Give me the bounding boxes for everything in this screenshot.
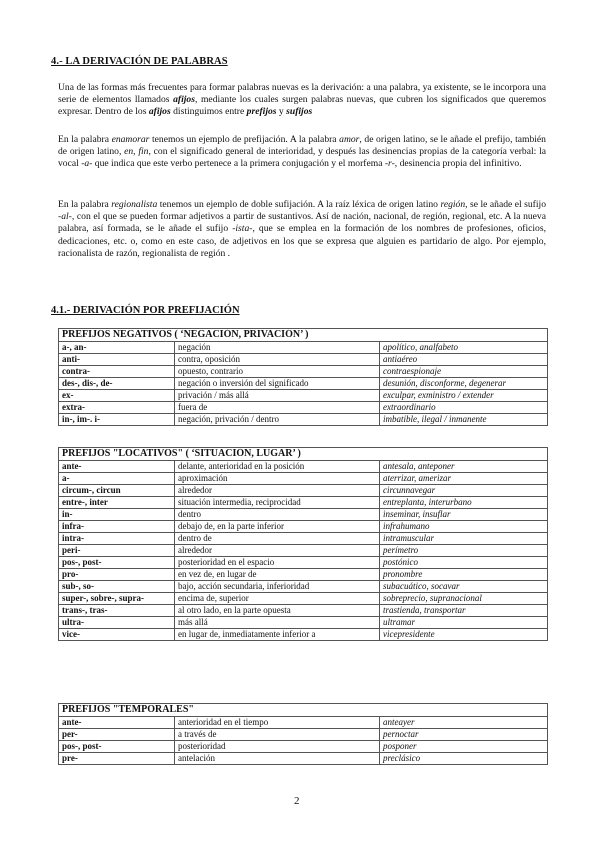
meaning-cell: más allá xyxy=(175,617,380,629)
term-afijos: afijos xyxy=(173,94,195,106)
text-run: En la palabra xyxy=(58,134,112,145)
prefix-cell: ex- xyxy=(59,390,175,402)
text-run: distinguimos entre xyxy=(170,106,247,118)
table-header: PREFIJOS "LOCATIVOS" ( ‘SITUACIÓN, LUGAR’ ) xyxy=(59,448,548,461)
term-amor: amor xyxy=(339,134,360,145)
term-en: en, fin xyxy=(124,146,149,158)
example-cell: anteayer xyxy=(380,717,548,729)
table-row xyxy=(59,485,548,497)
example-cell: imbatible, ilegal / inmanente xyxy=(380,414,548,426)
meaning-cell: en vez de, en lugar de xyxy=(175,569,380,581)
table-row xyxy=(59,366,548,378)
table-row xyxy=(59,741,548,753)
example-cell: trastienda, transportar xyxy=(380,605,548,617)
meaning-cell: negación, privación / dentro xyxy=(175,414,380,426)
example-cell: circunnavegar xyxy=(380,485,548,497)
example-cell: perímetro xyxy=(380,545,548,557)
table-row xyxy=(59,509,548,521)
meaning-cell: negación xyxy=(175,342,380,354)
term-enamorar: enamorar xyxy=(111,134,150,145)
table-row xyxy=(59,717,548,729)
meaning-cell: posterioridad en el espacio xyxy=(175,557,380,569)
example-cell: infrahumano xyxy=(380,521,548,533)
text-run: , mediante los cuales surgen palabras nuevas, que cubren los significados que queremos expresar. Dentro de los xyxy=(58,94,546,118)
example-cell: pernoctar xyxy=(380,729,548,741)
table-prefijos-negativos xyxy=(58,328,548,426)
prefix-cell: sub-, so- xyxy=(59,581,175,593)
table-header-row xyxy=(59,704,548,717)
example-cell: intramuscular xyxy=(380,533,548,545)
meaning-cell: negación o inversión del significado xyxy=(175,378,380,390)
example-cell: contraespionaje xyxy=(380,366,548,378)
example-cell: postónico xyxy=(380,557,548,569)
meaning-cell: en lugar de, inmediatamente inferior a xyxy=(175,629,380,641)
prefix-cell: ante- xyxy=(59,461,175,473)
text-run: y xyxy=(276,106,287,118)
subsection-title: 4.1.- DERIVACIÓN POR PREFIJACIÓN xyxy=(51,305,240,316)
table-prefijos-locativos xyxy=(58,447,548,641)
table-row xyxy=(59,629,548,641)
table-header: PREFIJOS NEGATIVOS ( ‘NEGACIÓN, PRIVACIÓN’ ) xyxy=(59,329,548,342)
table-header-row xyxy=(59,448,548,461)
meaning-cell: aproximación xyxy=(175,473,380,485)
text-run: , con el que se pueden formar adjetivos a partir de sustantivos. Así de nación, nacional, de región, regional, etc. A la nueva palabra, así formada, se le añade el sufijo xyxy=(58,211,546,235)
table-row xyxy=(59,414,548,426)
table-row xyxy=(59,461,548,473)
example-cell: ultramar xyxy=(380,617,548,629)
example-cell: desunión, disconforme, degenerar xyxy=(380,378,548,390)
text-run: , con el significado general de interioridad, y después las desinencias propias de la categoría verbal: la vocal xyxy=(58,146,546,170)
text-run: tenemos un ejemplo de prefijación. A la palabra xyxy=(149,134,340,145)
table-row xyxy=(59,593,548,605)
example-cell: antiaéreo xyxy=(380,354,548,366)
example-cell: vicepresidente xyxy=(380,629,548,641)
example-cell: sobreprecio, supranacional xyxy=(380,593,548,605)
example-cell: apolítico, analfabeto xyxy=(380,342,548,354)
meaning-cell: privación / más allá xyxy=(175,390,380,402)
page-number: 2 xyxy=(294,795,300,807)
table-row xyxy=(59,521,548,533)
example-cell: posponer xyxy=(380,741,548,753)
example-cell: subacuático, socavar xyxy=(380,581,548,593)
table-row xyxy=(59,402,548,414)
paragraph-derivacion xyxy=(58,82,546,119)
term-r: -r- xyxy=(384,158,395,170)
prefix-cell: intra- xyxy=(59,533,175,545)
term-region: región xyxy=(440,199,466,210)
text-run: Una de las formas más frecuentes para formar palabras nuevas es la derivación: a una palabra, ya existente, se le incorpora una serie de elementos llamados xyxy=(58,82,546,106)
paragraph-sufijacion xyxy=(58,199,546,260)
example-cell: antesala, anteponer xyxy=(380,461,548,473)
prefix-cell: a-, an- xyxy=(59,342,175,354)
meaning-cell: bajo, acción secundaria, inferioridad xyxy=(175,581,380,593)
table-row xyxy=(59,378,548,390)
table-row xyxy=(59,545,548,557)
meaning-cell: anterioridad en el tiempo xyxy=(175,717,380,729)
text-run: En la palabra xyxy=(58,199,112,210)
table-row xyxy=(59,569,548,581)
table-row xyxy=(59,605,548,617)
meaning-cell: alrededor xyxy=(175,485,380,497)
meaning-cell: dentro de xyxy=(175,533,380,545)
meaning-cell: dentro xyxy=(175,509,380,521)
prefix-cell: ultra- xyxy=(59,617,175,629)
example-cell: inseminar, insuflar xyxy=(380,509,548,521)
table-header-row xyxy=(59,329,548,342)
prefix-cell: pos-, post- xyxy=(59,557,175,569)
text-run: tenemos un ejemplo de doble sufijación. A la raíz léxica de origen latino xyxy=(157,199,441,210)
prefix-cell: super-, sobre-, supra- xyxy=(59,593,175,605)
table-row xyxy=(59,354,548,366)
table-row xyxy=(59,617,548,629)
table-row xyxy=(59,533,548,545)
table-row xyxy=(59,390,548,402)
prefix-cell: in- xyxy=(59,509,175,521)
meaning-cell: posterioridad xyxy=(175,741,380,753)
prefix-cell: contra- xyxy=(59,366,175,378)
section-title: 4.- LA DERIVACIÓN DE PALABRAS xyxy=(51,56,228,67)
term-a: -a- xyxy=(81,158,93,170)
meaning-cell: fuera de xyxy=(175,402,380,414)
term-ista: -ista- xyxy=(232,223,253,235)
example-cell: aterrizar, amerizar xyxy=(380,473,548,485)
prefix-cell: pre- xyxy=(59,753,175,765)
meaning-cell: encima de, superior xyxy=(175,593,380,605)
meaning-cell: debajo de, en la parte inferior xyxy=(175,521,380,533)
meaning-cell: contra, oposición xyxy=(175,354,380,366)
table-row xyxy=(59,342,548,354)
table-row xyxy=(59,557,548,569)
prefix-cell: entre-, inter xyxy=(59,497,175,509)
prefix-cell: pro- xyxy=(59,569,175,581)
prefix-cell: des-, dis-, de- xyxy=(59,378,175,390)
table-header: PREFIJOS "TEMPORALES" xyxy=(59,704,548,717)
table-row xyxy=(59,497,548,509)
prefix-cell: ante- xyxy=(59,717,175,729)
text-run: , que se emplea en la formación de los nombres de profesiones, oficios, dedicaciones, etc. o, como en este caso, de adjetivos en los que se expresa que alguien es partidario de algo. Por ejemplo, racionalista de razón, regionalista de región . xyxy=(58,223,546,259)
example-cell: entreplanta, interurbano xyxy=(380,497,548,509)
text-run: , de origen latino, se le añade el prefijo, también de origen latino, xyxy=(58,134,546,158)
term-regionalista: regionalista xyxy=(111,199,158,210)
prefix-cell: anti- xyxy=(59,354,175,366)
meaning-cell: alrededor xyxy=(175,545,380,557)
meaning-cell: al otro lado, en la parte opuesta xyxy=(175,605,380,617)
prefix-cell: per- xyxy=(59,729,175,741)
prefix-cell: circum-, circun xyxy=(59,485,175,497)
meaning-cell: opuesto, contrario xyxy=(175,366,380,378)
example-cell: preclásico xyxy=(380,753,548,765)
term-al: -al- xyxy=(58,211,72,223)
text-run: que indica que este verbo pertenece a la primera conjugación y el morfema xyxy=(92,158,385,170)
prefix-cell: pos-, post- xyxy=(59,741,175,753)
text-run: , desinencia propia del infinitivo. xyxy=(394,158,522,170)
prefix-cell: peri- xyxy=(59,545,175,557)
table-row xyxy=(59,473,548,485)
term-afijos: afijos xyxy=(148,106,171,118)
prefix-cell: a- xyxy=(59,473,175,485)
table-prefijos-temporales xyxy=(58,703,548,765)
term-prefijos: prefijos xyxy=(246,106,277,118)
prefix-cell: extra- xyxy=(59,402,175,414)
term-sufijos: sufijos xyxy=(286,106,313,118)
meaning-cell: antelación xyxy=(175,753,380,765)
prefix-cell: infra- xyxy=(59,521,175,533)
paragraph-prefijacion xyxy=(58,134,546,171)
example-cell: extraordinario xyxy=(380,402,548,414)
prefix-cell: trans-, tras- xyxy=(59,605,175,617)
example-cell: pronombre xyxy=(380,569,548,581)
text-run: , se le añade el sufijo xyxy=(465,199,546,210)
prefix-cell: vice- xyxy=(59,629,175,641)
meaning-cell: a través de xyxy=(175,729,380,741)
table-row xyxy=(59,581,548,593)
example-cell: exculpar, exministro / extender xyxy=(380,390,548,402)
prefix-cell: in-, im-. i- xyxy=(59,414,175,426)
table-row xyxy=(59,753,548,765)
meaning-cell: delante, anterioridad en la posición xyxy=(175,461,380,473)
meaning-cell: situación intermedia, reciprocidad xyxy=(175,497,380,509)
table-row xyxy=(59,729,548,741)
